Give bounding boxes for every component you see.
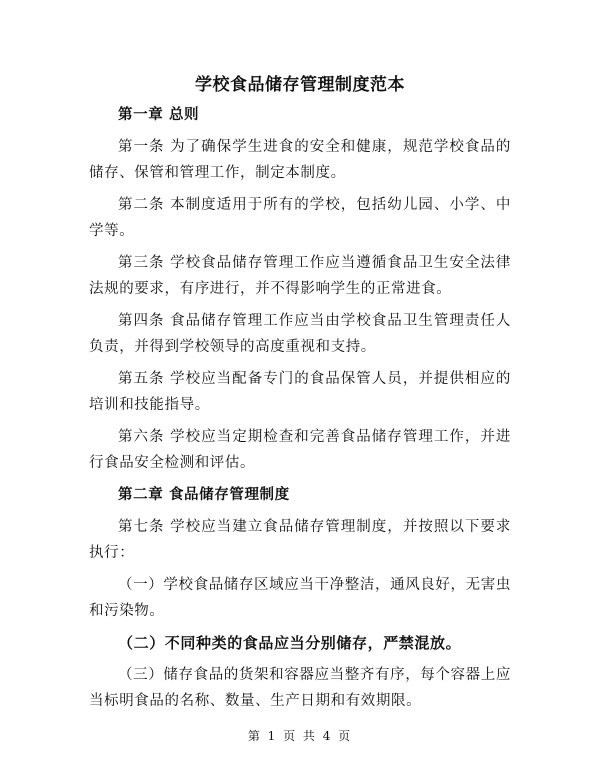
document-body	[89, 102, 511, 720]
article-2: 第二条 本制度适用于所有的学校，包括幼儿园、小学、中学等。	[89, 197, 511, 239]
article-5: 第五条 学校应当配备专门的食品保管人员，并提供相应的培训和技能指导。	[89, 371, 511, 413]
article-1: 第一条 为了确保学生进食的安全和健康，规范学校食品的储存、保管和管理工作，制定本制度。	[89, 139, 511, 181]
clause-3: （三）储存食品的货架和容器应当整齐有序，每个容器上应当标明食品的名称、数量、生产日期和有效期限。	[89, 667, 511, 709]
clause-2: （二）不同种类的食品应当分别储存，严禁混放。	[118, 634, 462, 652]
chapter-heading-2: 第二章 食品储存管理制度	[118, 486, 290, 503]
article-6: 第六条 学校应当定期检查和完善食品储存管理工作，并进行食品安全检测和评估。	[89, 429, 511, 471]
chapter-heading-1: 第一章 总则	[118, 106, 200, 123]
document-title: 学校食品储存管理制度范本	[195, 75, 405, 95]
article-4: 第四条 食品储存管理工作应当由学校食品卫生管理责任人负责，并得到学校领导的高度重视和支持。	[89, 313, 511, 355]
article-7: 第七条 学校应当建立食品储存管理制度，并按照以下要求执行：	[89, 519, 511, 561]
page-number: 第 1 页 共 4 页	[247, 729, 353, 743]
clause-1: （一）学校食品储存区域应当干净整洁，通风良好，无害虫和污染物。	[89, 577, 511, 619]
article-3: 第三条 学校食品储存管理工作应当遵循食品卫生安全法律法规的要求，有序进行，并不得影响学生的正常进食。	[89, 255, 511, 297]
